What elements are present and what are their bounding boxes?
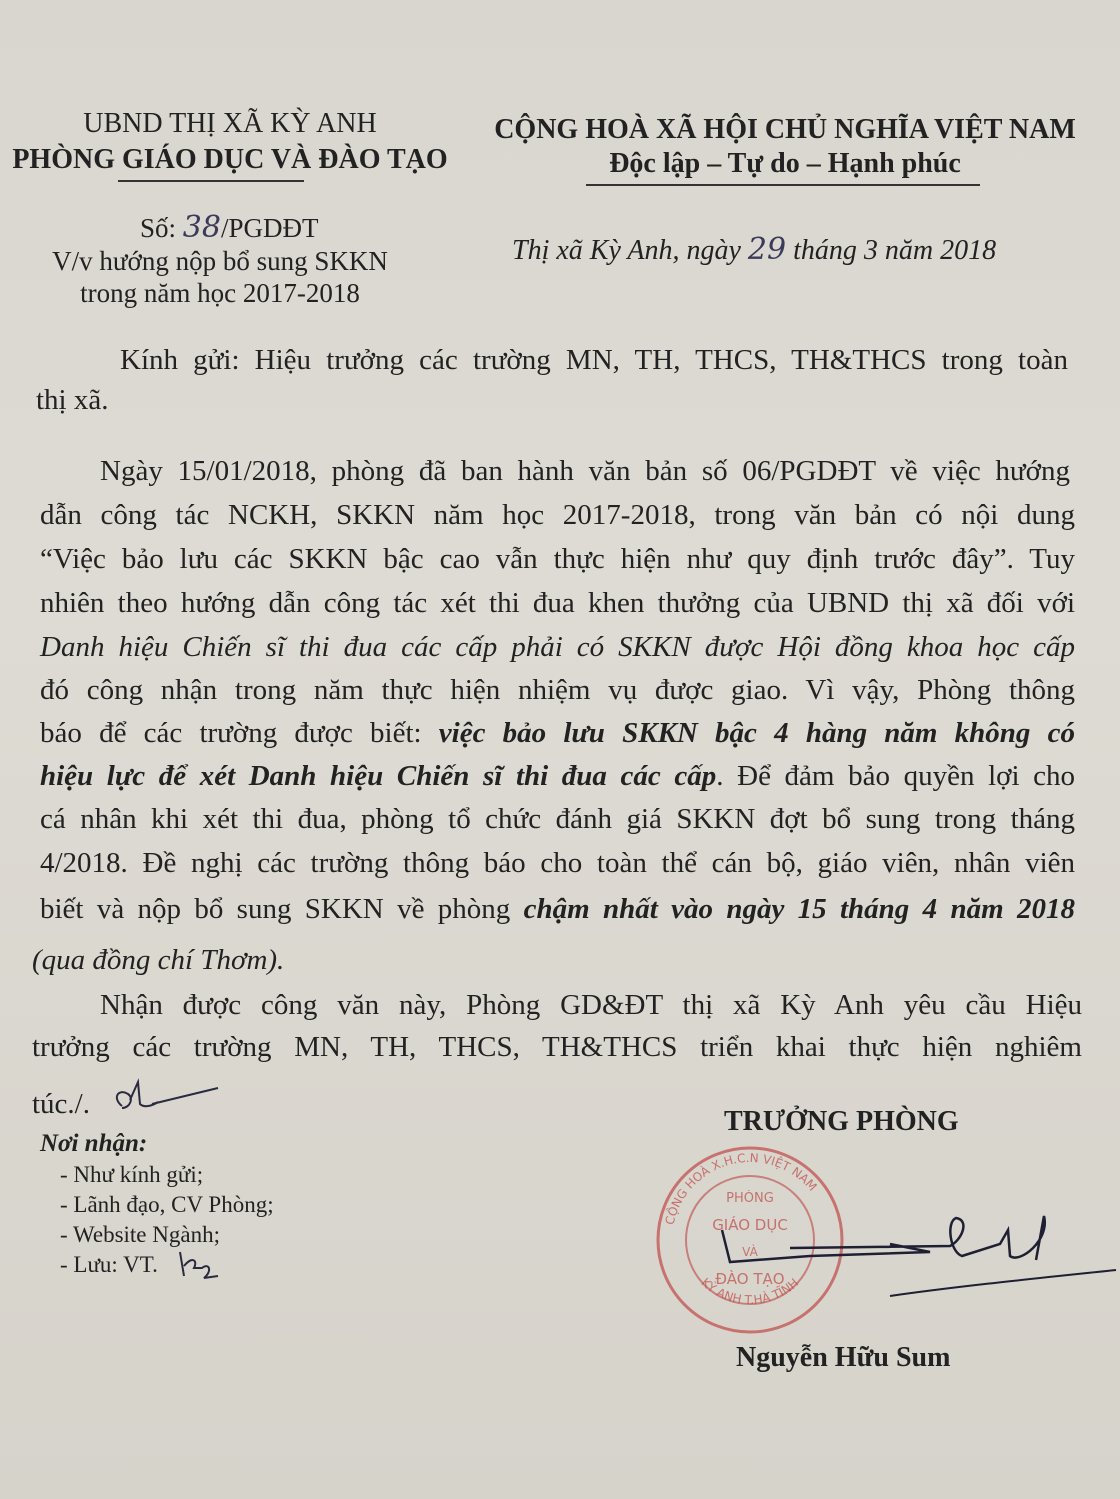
recipient-item: - Website Ngành; [60,1222,220,1247]
svg-text:GIÁO DỤC: GIÁO DỤC [712,1216,788,1234]
initials-scribble [108,1076,228,1126]
signer-name: Nguyễn Hữu Sum [736,1342,951,1373]
paragraph-1-line-9: cá nhân khi xét thi đua, phòng tổ chức đánh giá SKKN đợt bổ sung trong tháng [40,803,1075,835]
addressee-line-1: Kính gửi: Hiệu trưởng các trường MN, TH, THCS, TH&THCS trong toàn [120,344,1068,376]
date-day: 29 [747,232,787,267]
paragraph-1-line-7 [40,716,1075,750]
paragraph-1-line-11 [40,892,1075,926]
paragraph-1-line-1: Ngày 15/01/2018, phòng đã ban hành văn bản số 06/PGDĐT về việc hướng [100,455,1070,487]
document-number-suffix: /PGDĐT [220,213,319,243]
paragraph-1-line-8 [40,759,1075,793]
paragraph-1-line-4: nhiên theo hướng dẫn công tác xét thi đua khen thưởng của UBND thị xã đối với [40,587,1075,619]
paragraph-1-line-3: “Việc bảo lưu các SKKN bậc cao vẫn thực hiện như quy định trước đây”. Tuy [40,543,1075,575]
notice-intro: báo để các trường được biết: [40,717,439,749]
document-subject-line-2: trong năm học 2017-2018 [80,278,360,308]
document-number-value: 38 [182,210,221,245]
motto-underline [586,184,980,186]
svg-text:CỘNG HOÀ X.H.C.N VIỆT NAM: CỘNG HOÀ X.H.C.N VIỆT NAM [662,1150,820,1227]
recipients-title: Nơi nhận: [40,1130,148,1157]
deadline-emphasis: chậm nhất vào ngày 15 tháng 4 năm 2018 [523,893,1075,925]
notice-emphasis-2: hiệu lực để xét Danh hiệu Chiến sĩ thi đua các cấp [40,760,717,792]
paragraph-2-line-2: trưởng các trường MN, TH, THCS, TH&THCS triển khai thực hiện nghiêm [32,1031,1082,1063]
document-subject-line-1: V/v hướng nộp bổ sung SKKN [52,246,388,276]
document-number [140,210,318,245]
paragraph-1-line-10: 4/2018. Đề nghị các trường thông báo cho toàn thể cán bộ, giáo viên, nhân viên [40,847,1075,879]
national-title: CỘNG HOÀ XÃ HỘI CHỦ NGHĨA VIỆT NAM [494,114,1076,145]
archive-initials-scribble [176,1246,236,1286]
svg-text:PHÒNG: PHÒNG [726,1191,774,1206]
notice-emphasis-1: việc bảo lưu SKKN bậc 4 hàng năm không có [438,717,1075,749]
issuer-underline [118,180,304,182]
document-number-prefix: Số: [140,213,183,243]
svg-text:KỲ ANH T.HÀ TĨNH: KỲ ANH T.HÀ TĨNH [698,1275,802,1308]
handwritten-signature [700,1200,1120,1310]
deadline-intro: biết và nộp bổ sung SKKN về phòng [40,893,524,925]
paragraph-2-line-1: Nhận được công văn này, Phòng GD&ĐT thị xã Kỳ Anh yêu cầu Hiệu [100,989,1082,1021]
signer-position: TRƯỞNG PHÒNG [724,1106,959,1137]
paragraph-2-line-3: túc./. [32,1088,90,1120]
notice-continuation: . Để đảm bảo quyền lợi cho [716,760,1075,792]
paragraph-1-line-2: dẫn công tác NCKH, SKKN năm học 2017-2018, trong văn bản có nội dung [40,499,1075,531]
paragraph-1-line-5: Danh hiệu Chiến sĩ thi đua các cấp phải có SKKN được Hội đồng khoa học cấp [40,631,1075,663]
issuer-department: PHÒNG GIÁO DỤC VÀ ĐÀO TẠO [12,144,448,175]
date-prefix: Thị xã Kỳ Anh, ngày [512,235,748,266]
recipient-item: - Như kính gửi; [60,1162,204,1187]
svg-text:VÀ: VÀ [742,1245,758,1259]
paragraph-1-line-12: (qua đồng chí Thơm). [32,944,285,976]
document-date [512,232,996,267]
date-suffix: tháng 3 năm 2018 [786,235,997,266]
issuer-authority: UBND THỊ XÃ KỲ ANH [83,108,377,139]
svg-text:ĐÀO TẠO: ĐÀO TẠO [715,1270,785,1288]
national-motto: Độc lập – Tự do – Hạnh phúc [609,148,961,179]
recipient-item: - Lãnh đạo, CV Phòng; [60,1192,274,1217]
addressee-line-2: thị xã. [36,384,109,416]
recipient-item: - Lưu: VT. [60,1252,158,1277]
paragraph-1-line-6: đó công nhận trong năm thực hiện nhiệm vụ được giao. Vì vậy, Phòng thông [40,674,1075,706]
